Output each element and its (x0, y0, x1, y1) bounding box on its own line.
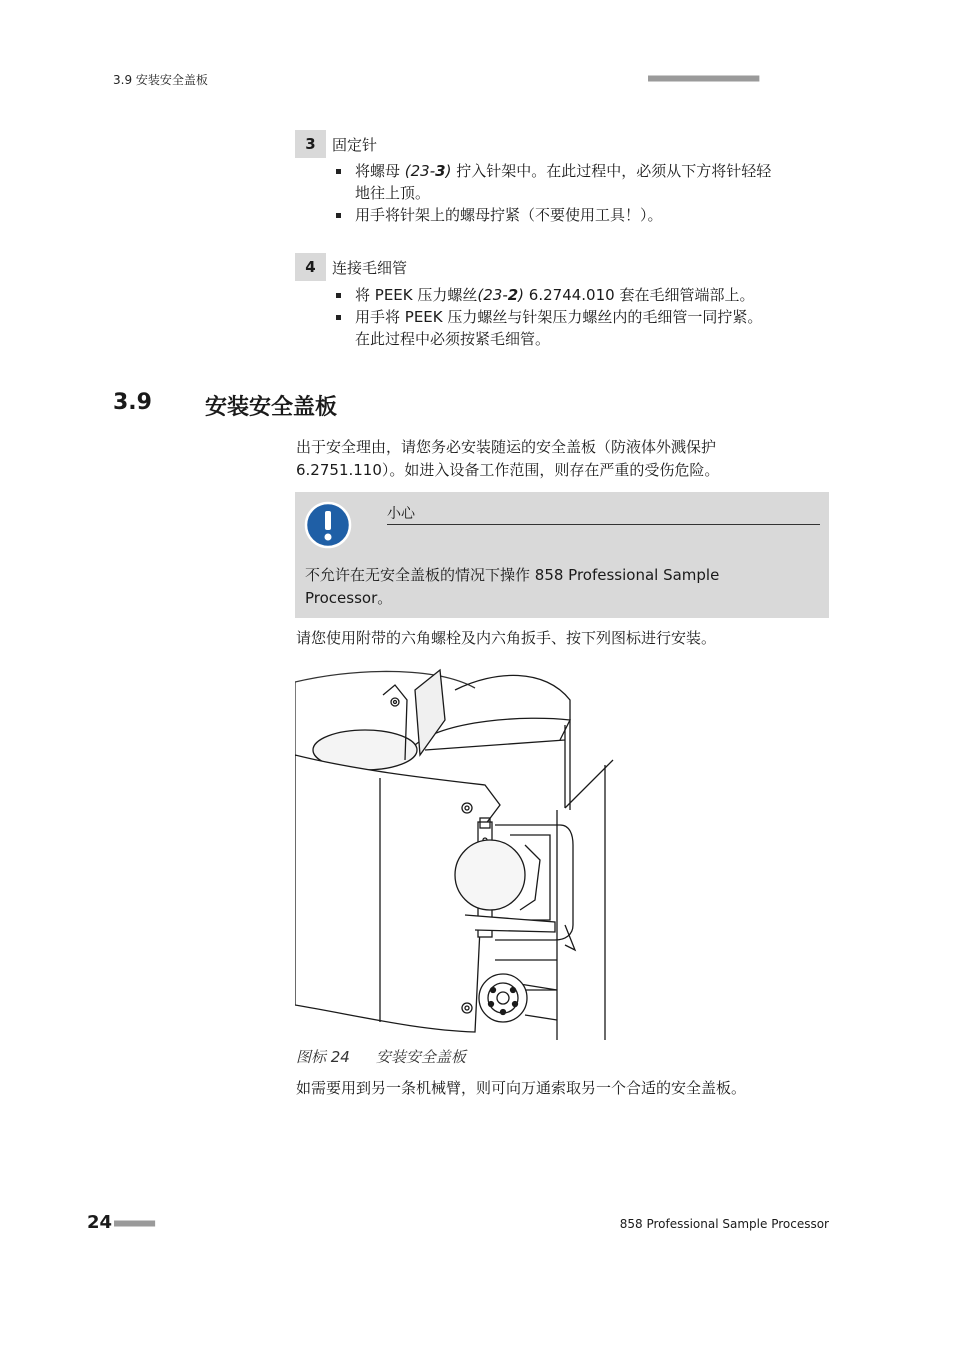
step-number: 4 (295, 253, 326, 281)
running-header: 3.9 安装安全盖板 (113, 73, 208, 87)
safety-cover-illustration (295, 660, 625, 1045)
step-bullets (333, 284, 833, 350)
closing-paragraph: 如需要用到另一条机械臂，则可向万通索取另一个合适的安全盖板。 (296, 1079, 747, 1097)
section-title: 安装安全盖板 (205, 395, 338, 420)
figure-caption: 图标 24 安装安全盖板 (296, 1048, 466, 1066)
instruction-text: 请您使用附带的六角螺栓及内六角扳手、按下列图标进行安装。 (296, 629, 717, 647)
footer-dots: ■■■■■■■■ (114, 1218, 155, 1229)
list-item: 将螺母 (23-3) 拧入针架中。在此过程中，必须从下方将针轻轻 地往上顶。 (333, 160, 833, 204)
exclamation-icon (304, 501, 352, 549)
list-item: 用手将 PEEK 压力螺丝与针架压力螺丝内的毛细管一同拧紧。 在此过程中必须按紧毛细管。 (333, 306, 833, 350)
caution-text: 不允许在无安全盖板的情况下操作 858 Professional Sample Processor。 (305, 566, 720, 607)
caution-title: 小心 (387, 503, 820, 525)
list-item: 将 PEEK 压力螺丝(23-2) 6.2744.010 套在毛细管端部上。 (333, 284, 833, 306)
section-number: 3.9 (113, 390, 152, 415)
list-item: 用手将针架上的螺母拧紧（不要使用工具！）。 (333, 204, 833, 226)
footer-product: 858 Professional Sample Processor (619, 1217, 829, 1231)
step-number: 3 (295, 130, 326, 158)
step-title: 固定针 (332, 136, 378, 154)
step-bullets (333, 160, 833, 226)
step-title: 连接毛细管 (332, 259, 408, 277)
intro-paragraph: 出于安全理由，请您务必安装随运的安全盖板（防液体外溅保护 6.2751.110）。如进入设备工作范围，则存在严重的受伤危险。 (296, 438, 720, 479)
page-number: 24 (87, 1212, 113, 1233)
header-dots: ■■■■■■■■■■■■■■■■■■■■■■ (648, 73, 759, 84)
